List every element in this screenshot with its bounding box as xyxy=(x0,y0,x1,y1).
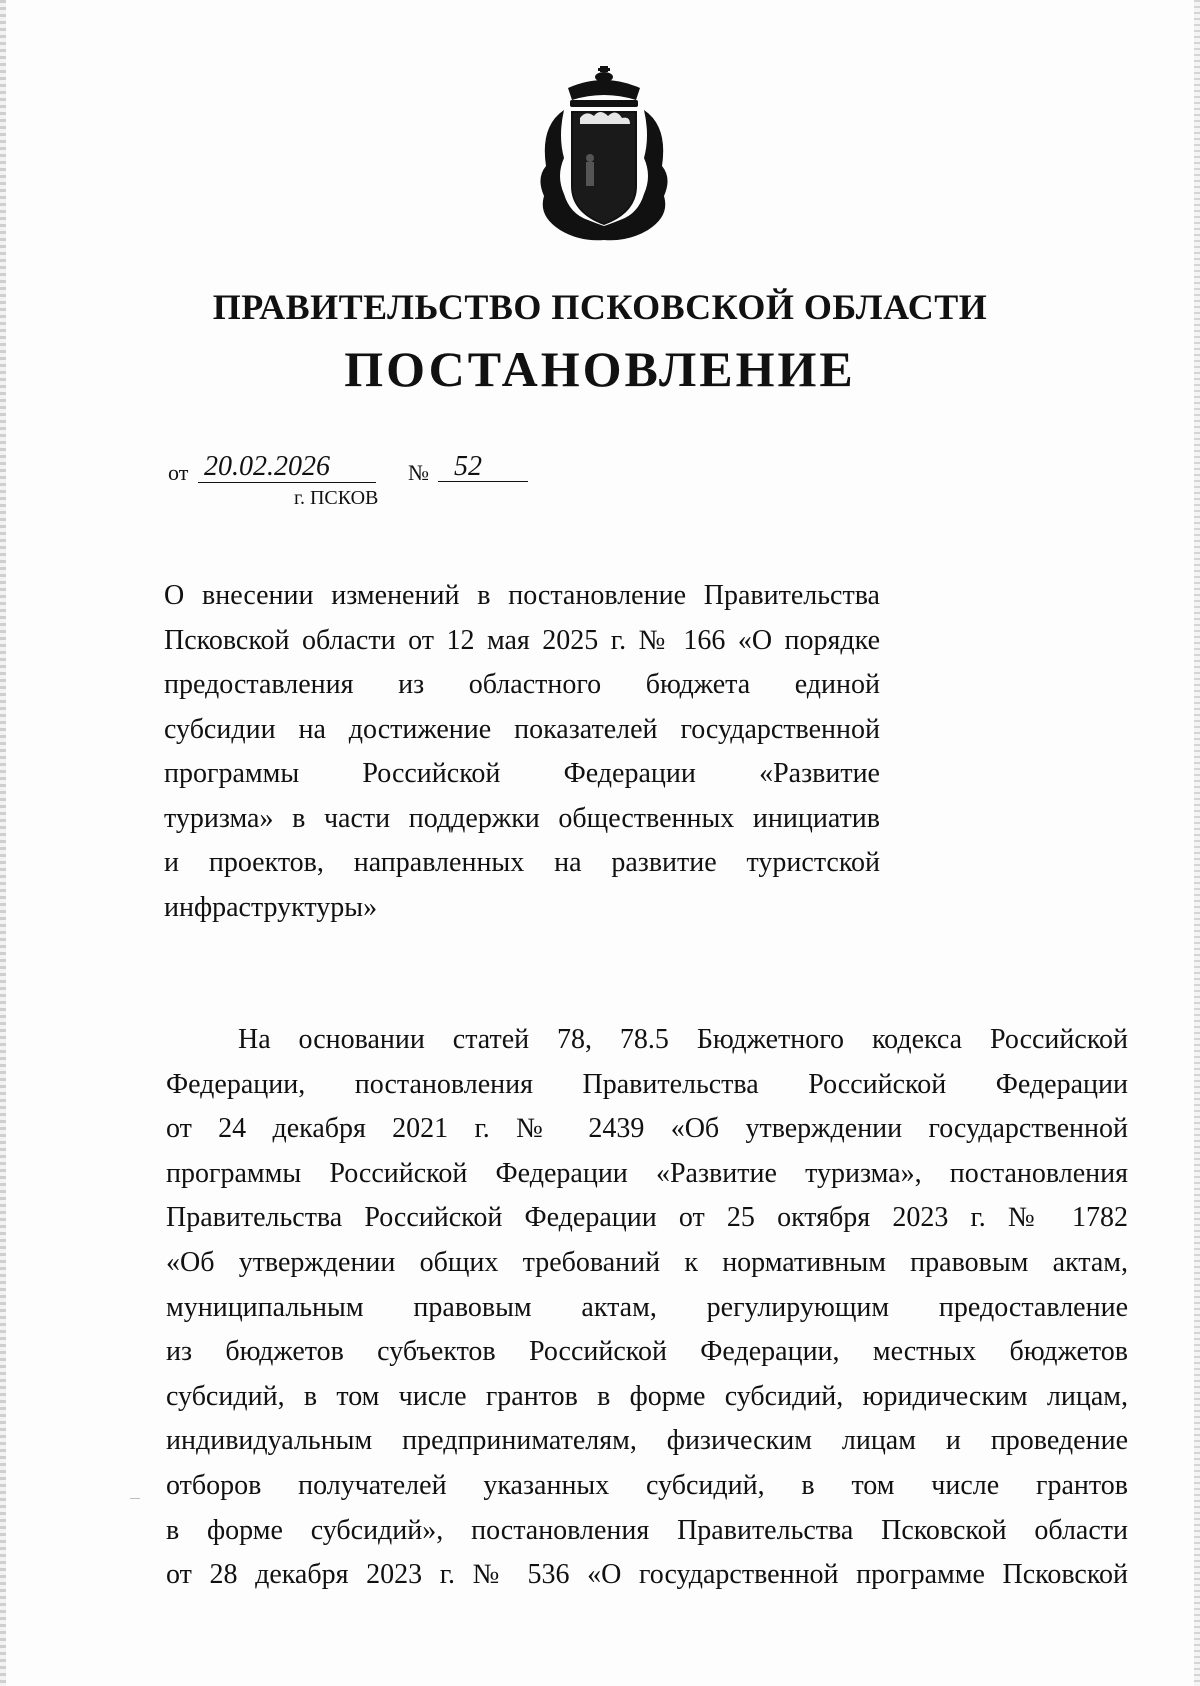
scan-edge-left xyxy=(0,0,6,1686)
body-line: субсидий, в том числе грантов в форме субсидий, юридическим лицам, xyxy=(166,1380,1128,1412)
body-line: На основании статей 78, 78.5 Бюджетного кодекса Российской xyxy=(238,1024,1128,1055)
subject-line: предоставления из областного бюджета единой xyxy=(164,669,880,700)
body-line: индивидуальным предпринимателям, физическим лицам и проведение xyxy=(166,1425,1128,1457)
document-number: 52 xyxy=(438,452,528,482)
body-line: от 28 декабря 2023 г. № 536 «О государственной программе Псковской xyxy=(166,1559,1128,1591)
number-label: № xyxy=(408,460,429,485)
body-line: в форме субсидий», постановления Правительства Псковской области xyxy=(166,1514,1128,1546)
subject-line: инфраструктуры» xyxy=(164,891,378,923)
subject-line: Псковской области от 12 мая 2025 г. № 166 «О порядке xyxy=(164,624,880,656)
body-line: муниципальным правовым актам, регулирующим предоставление xyxy=(166,1291,1128,1323)
subject-line: О внесении изменений в постановление Правительства xyxy=(164,580,880,611)
body-line: отборов получателей указанных субсидий, в том числе грантов xyxy=(166,1469,1128,1501)
body-line: программы Российской Федерации «Развитие туризма», постановления xyxy=(166,1157,1128,1189)
city-label: г. ПСКОВ xyxy=(294,487,379,509)
body-line: «Об утверждении общих требований к нормативным правовым актам, xyxy=(166,1246,1128,1278)
subject-line: субсидии на достижение показателей государственной xyxy=(164,713,880,745)
subject-line: и проектов, направленных на развитие туристской xyxy=(164,847,880,878)
date-number-line xyxy=(168,452,528,492)
date-prefix: от xyxy=(168,460,189,485)
subject-line: туризма» в части поддержки общественных инициатив xyxy=(164,802,880,834)
body-line: из бюджетов субъектов Российской Федерации, местных бюджетов xyxy=(166,1336,1128,1368)
body-line: от 24 декабря 2021 г. № 2439 «Об утверждении государственной xyxy=(166,1113,1128,1145)
document-subject xyxy=(164,574,880,930)
body-line: Федерации, постановления Правительства Российской Федерации xyxy=(166,1068,1128,1100)
body-line: Правительства Российской Федерации от 25 октября 2023 г. № 1782 xyxy=(166,1202,1128,1234)
body-paragraph xyxy=(166,1018,1128,1598)
subject-line: программы Российской Федерации «Развитие xyxy=(164,758,880,789)
organization-heading: ПРАВИТЕЛЬСТВО ПСКОВСКОЙ ОБЛАСТИ xyxy=(212,287,988,327)
margin-mark xyxy=(130,1498,140,1499)
document-date: 20.02.2026 xyxy=(198,452,376,483)
coat-of-arms-icon xyxy=(530,66,678,246)
document-type-heading: ПОСТАНОВЛЕНИЕ xyxy=(344,341,856,397)
scan-edge-right xyxy=(1194,0,1200,1686)
